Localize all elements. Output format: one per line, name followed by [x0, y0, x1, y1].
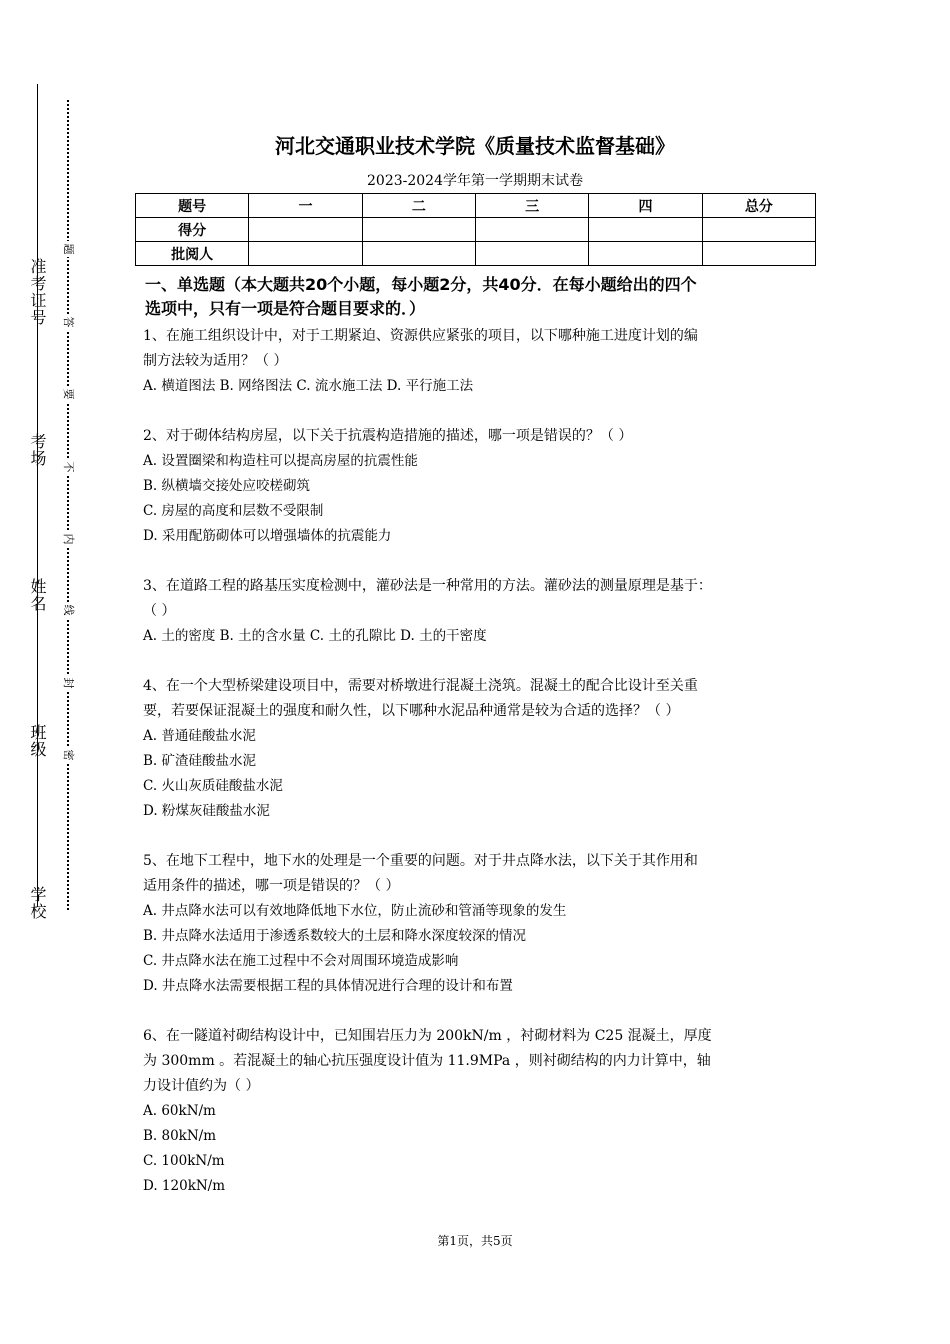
answer-option: C. 100kN/m [143, 1153, 225, 1169]
score-header-cell: 一 [249, 194, 362, 218]
exam-room-label: 考场 [28, 433, 47, 467]
answer-option: A. 井点降水法可以有效地降低地下水位，防止流砂和管涌等现象的发生 [143, 903, 567, 919]
score-cell[interactable] [362, 242, 475, 266]
score-cell[interactable] [475, 218, 588, 242]
exam-id-label: 准考证号 [28, 258, 47, 326]
question-stem-line: （ ） [143, 603, 176, 619]
binding-margin [0, 0, 100, 1344]
page-number: 第1页，共5页 [437, 1234, 513, 1248]
answer-option: A. 设置圈梁和构造柱可以提高房屋的抗震性能 [143, 453, 418, 469]
score-cell[interactable] [702, 242, 815, 266]
answer-option: C. 井点降水法在施工过程中不会对周围环境造成影响 [143, 953, 459, 969]
question-stem-line: 为 300mm 。若混凝土的轴心抗压强度设计值为 11.9MPa ，则衬砌结构的内力计算中，轴 [143, 1053, 711, 1069]
question-5 [143, 849, 818, 999]
binding-solid-line [37, 84, 38, 907]
question-stem-line: 6、在一隧道衬砌结构设计中，已知围岩压力为 200kN/m ，衬砌材料为 C25 混凝土，厚度 [143, 1028, 712, 1044]
score-table-header-row [136, 194, 816, 218]
score-header-cell: 总分 [702, 194, 815, 218]
question-stem-line: 3、在道路工程的路基压实度检测中，灌砂法是一种常用的方法。灌砂法的测量原理是基于： [143, 578, 712, 594]
score-cell[interactable] [362, 218, 475, 242]
score-table-row [136, 242, 816, 266]
score-row-label: 批阅人 [136, 242, 249, 266]
answer-option: D. 井点降水法需要根据工程的具体情况进行合理的设计和布置 [143, 978, 513, 994]
answer-option: B. 矿渣硅酸盐水泥 [143, 753, 257, 769]
score-header-cell: 三 [475, 194, 588, 218]
student-name-label: 姓名 [28, 578, 47, 612]
seal-char: 题 [62, 241, 74, 257]
question-6 [143, 1024, 818, 1199]
section-heading-line: 一、单选题（本大题共20个小题，每小题2分，共40分．在每小题给出的四个 [145, 275, 697, 294]
score-cell[interactable] [249, 218, 362, 242]
seal-char: 要 [62, 386, 74, 402]
question-stem-line: 1、在施工组织设计中，对于工期紧迫、资源供应紧张的项目，以下哪种施工进度计划的编 [143, 328, 698, 344]
seal-char: 答 [62, 314, 74, 330]
section-heading [145, 273, 818, 321]
question-stem-line: 要，若要保证混凝土的强度和耐久性，以下哪种水泥品种通常是较为合适的选择？（ ） [143, 703, 680, 719]
score-table-row [136, 218, 816, 242]
answer-options: A. 横道图法 B. 网络图法 C. 流水施工法 D. 平行施工法 [143, 378, 474, 394]
answer-option: C. 火山灰质硅酸盐水泥 [143, 778, 283, 794]
question-stem-line: 5、在地下工程中，地下水的处理是一个重要的问题。对于井点降水法，以下关于其作用和 [143, 853, 698, 869]
score-header-cell: 题号 [136, 194, 249, 218]
exam-content [143, 273, 818, 1224]
answer-option: D. 采用配筋砌体可以增强墙体的抗震能力 [143, 528, 392, 544]
score-cell[interactable] [475, 242, 588, 266]
seal-char: 封 [62, 675, 74, 691]
answer-option: C. 房屋的高度和层数不受限制 [143, 503, 324, 519]
answer-option: A. 60kN/m [143, 1103, 216, 1119]
answer-option: D. 粉煤灰硅酸盐水泥 [143, 803, 270, 819]
score-cell[interactable] [589, 242, 702, 266]
score-cell[interactable] [702, 218, 815, 242]
exam-subtitle: 2023-2024学年第一学期期末试卷 [367, 173, 583, 189]
score-cell[interactable] [589, 218, 702, 242]
answer-option: B. 井点降水法适用于渗透系数较大的土层和降水深度较深的情况 [143, 928, 527, 944]
section-heading-line: 选项中，只有一项是符合题目要求的．） [145, 299, 426, 318]
seal-char: 密 [62, 747, 74, 763]
answer-options: A. 土的密度 B. 土的含水量 C. 土的孔隙比 D. 土的干密度 [143, 628, 487, 644]
question-stem-line: 力设计值约为（ ） [143, 1078, 260, 1094]
binding-seal-line [67, 100, 69, 910]
answer-option: B. 纵横墙交接处应咬槎砌筑 [143, 478, 311, 494]
answer-option: A. 普通硅酸盐水泥 [143, 728, 256, 744]
score-header-cell: 四 [589, 194, 702, 218]
exam-title: 河北交通职业技术学院《质量技术监督基础》 [275, 134, 675, 158]
seal-char: 内 [62, 531, 74, 547]
question-stem-line: 2、对于砌体结构房屋，以下关于抗震构造措施的描述，哪一项是错误的？（ ） [143, 428, 633, 444]
question-2 [143, 424, 818, 549]
score-row-label: 得分 [136, 218, 249, 242]
score-table [135, 193, 816, 266]
question-4 [143, 674, 818, 824]
answer-option: B. 80kN/m [143, 1128, 217, 1144]
seal-char: 不 [62, 459, 74, 475]
seal-char: 线 [62, 602, 74, 618]
score-header-cell: 二 [362, 194, 475, 218]
question-stem-line: 4、在一个大型桥梁建设项目中，需要对桥墩进行混凝土浇筑。混凝土的配合比设计至关重 [143, 678, 698, 694]
question-3 [143, 574, 818, 649]
question-stem-line: 适用条件的描述，哪一项是错误的？（ ） [143, 878, 400, 894]
answer-option: D. 120kN/m [143, 1178, 226, 1194]
score-cell[interactable] [249, 242, 362, 266]
class-label: 班级 [28, 724, 47, 758]
question-stem-line: 制方法较为适用？（ ） [143, 353, 288, 369]
question-1 [143, 324, 818, 399]
school-label: 学校 [28, 886, 47, 920]
